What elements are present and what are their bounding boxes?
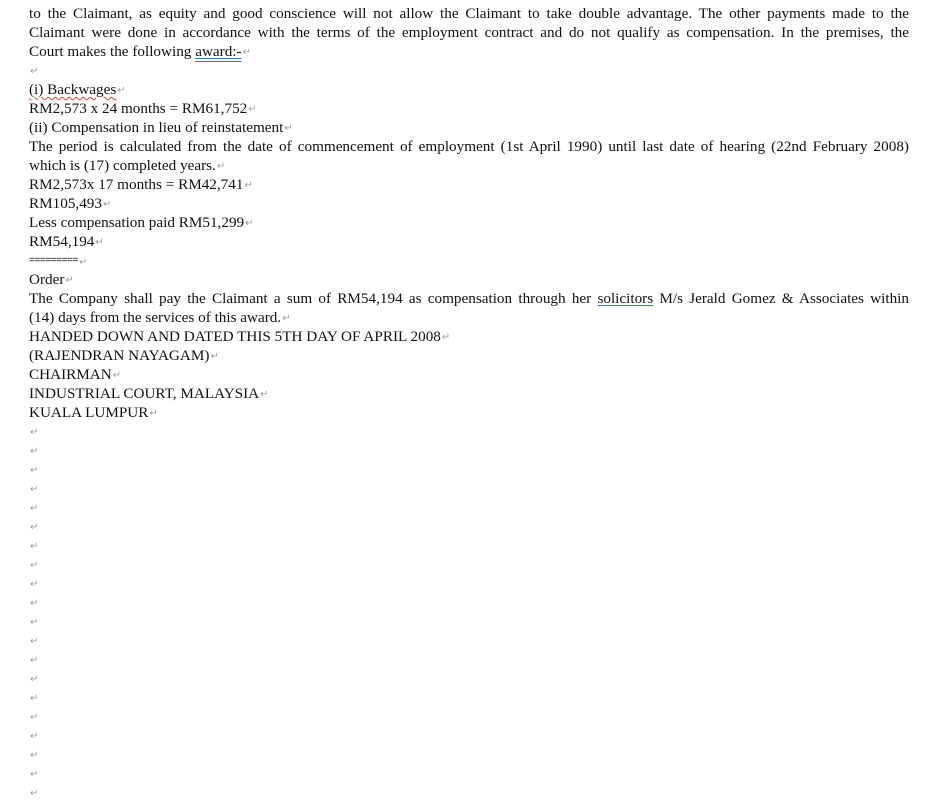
paragraph-mark-icon: ↵ <box>242 47 251 58</box>
paragraph-mark-icon: ↵ <box>30 522 39 533</box>
paragraph-mark-icon: ↵ <box>117 85 126 96</box>
paragraph-line: Claimant were done in accordance with the terms of the employment contract and do not qualify as compensation. In the premises, the <box>29 24 909 41</box>
backwages-calc: RM2,573 x 24 months = RM61,752↵ <box>29 100 257 117</box>
handed-down: HANDED DOWN AND DATED THIS 5TH DAY OF APRIL 2008↵ <box>29 328 451 345</box>
paragraph-mark-icon: ↵ <box>95 237 104 248</box>
signatory-name: (RAJENDRAN NAYAGAM)↵ <box>29 347 219 364</box>
paragraph-line: (14) days from the services of this award.↵ <box>29 309 291 326</box>
paragraph-mark-icon: ↵ <box>248 104 257 115</box>
signatory-title: CHAIRMAN↵ <box>29 366 122 383</box>
paragraph-mark-icon: ↵ <box>284 123 293 134</box>
paragraph-mark-icon: ↵ <box>30 636 39 647</box>
paragraph-mark-icon: ↵ <box>30 769 39 780</box>
paragraph-mark-icon: ↵ <box>30 579 39 590</box>
compensation-calc: RM2,573x 17 months = RM42,741↵ <box>29 176 253 193</box>
paragraph-mark-icon: ↵ <box>30 788 39 799</box>
paragraph-line: Court makes the following award:-↵ <box>29 43 251 60</box>
empty-paragraph <box>29 764 909 783</box>
empty-paragraph <box>29 593 909 612</box>
subtotal: RM105,493↵ <box>29 195 112 212</box>
empty-paragraph <box>29 536 909 555</box>
empty-paragraph <box>29 441 909 460</box>
paragraph-mark-icon: ↵ <box>30 503 39 514</box>
empty-paragraph <box>29 612 909 631</box>
empty-paragraph <box>29 783 909 802</box>
empty-paragraph <box>29 460 909 479</box>
paragraph-mark-icon: ↵ <box>149 408 158 419</box>
paragraph-line: which is (17) completed years.↵ <box>29 157 226 174</box>
empty-paragraph <box>29 498 909 517</box>
grammar-flag[interactable]: solicitors <box>597 290 654 307</box>
document-page <box>29 4 909 802</box>
paragraph-mark-icon: ↵ <box>282 313 291 324</box>
grammar-flag[interactable]: award:- <box>195 43 242 60</box>
order-heading: Order↵ <box>29 271 74 288</box>
paragraph-mark-icon: ↵ <box>30 674 39 685</box>
paragraph-mark-icon: ↵ <box>103 199 112 210</box>
total: RM54,194↵ <box>29 233 104 250</box>
empty-paragraph <box>29 726 909 745</box>
empty-paragraphs <box>29 422 909 802</box>
paragraph-mark-icon: ↵ <box>30 560 39 571</box>
paragraph-mark-icon: ↵ <box>245 218 254 229</box>
less-paid: Less compensation paid RM51,299↵ <box>29 214 254 231</box>
empty-paragraph <box>29 631 909 650</box>
paragraph-mark-icon: ↵ <box>78 257 88 268</box>
paragraph-mark-icon: ↵ <box>112 370 122 381</box>
paragraph-mark-icon: ↵ <box>244 180 253 191</box>
paragraph-mark-icon: ↵ <box>216 161 226 172</box>
paragraph-mark-icon: ↵ <box>30 750 39 761</box>
paragraph-mark-icon: ↵ <box>65 275 74 286</box>
paragraph-mark-icon: ↵ <box>30 465 39 476</box>
empty-paragraph <box>29 517 909 536</box>
paragraph-line: The period is calculated from the date of commencement of employment (1st April 1990) until last date of hearing (22nd February 2008) <box>29 138 909 155</box>
paragraph-mark-icon: ↵ <box>30 712 39 723</box>
paragraph-mark-icon: ↵ <box>30 693 39 704</box>
paragraph-mark-icon: ↵ <box>30 731 39 742</box>
compensation-heading: (ii) Compensation in lieu of reinstatement↵ <box>29 119 293 136</box>
empty-paragraph <box>29 745 909 764</box>
court-name: INDUSTRIAL COURT, MALAYSIA↵ <box>29 385 269 402</box>
paragraph-mark-icon: ↵ <box>30 66 39 77</box>
paragraph-mark-icon: ↵ <box>30 617 39 628</box>
double-rule: =========↵ <box>29 255 88 268</box>
paragraph-mark-icon: ↵ <box>260 389 269 400</box>
empty-paragraph <box>29 422 909 441</box>
empty-paragraph <box>29 61 909 80</box>
paragraph-mark-icon: ↵ <box>30 541 39 552</box>
empty-paragraph <box>29 555 909 574</box>
paragraph-mark-icon: ↵ <box>30 427 39 438</box>
empty-paragraph <box>29 707 909 726</box>
paragraph-line: to the Claimant, as equity and good conscience will not allow the Claimant to take double advantage. The other payments made to the <box>29 5 909 22</box>
backwages-heading <box>29 80 909 99</box>
paragraph-mark-icon: ↵ <box>30 484 39 495</box>
empty-paragraph <box>29 650 909 669</box>
empty-paragraph <box>29 688 909 707</box>
paragraph-line: The Company shall pay the Claimant a sum of RM54,194 as compensation through her solicitors M/s Jerald Gomez & Associates within <box>29 290 909 307</box>
paragraph-mark-icon: ↵ <box>210 351 219 362</box>
paragraph-mark-icon: ↵ <box>30 598 39 609</box>
spelling-flag[interactable]: (i) Backwages <box>29 81 117 98</box>
court-location: KUALA LUMPUR↵ <box>29 404 158 421</box>
paragraph-mark-icon: ↵ <box>30 655 39 666</box>
empty-paragraph <box>29 574 909 593</box>
empty-paragraph <box>29 479 909 498</box>
paragraph-mark-icon: ↵ <box>30 446 39 457</box>
paragraph-mark-icon: ↵ <box>441 332 451 343</box>
empty-paragraph <box>29 669 909 688</box>
